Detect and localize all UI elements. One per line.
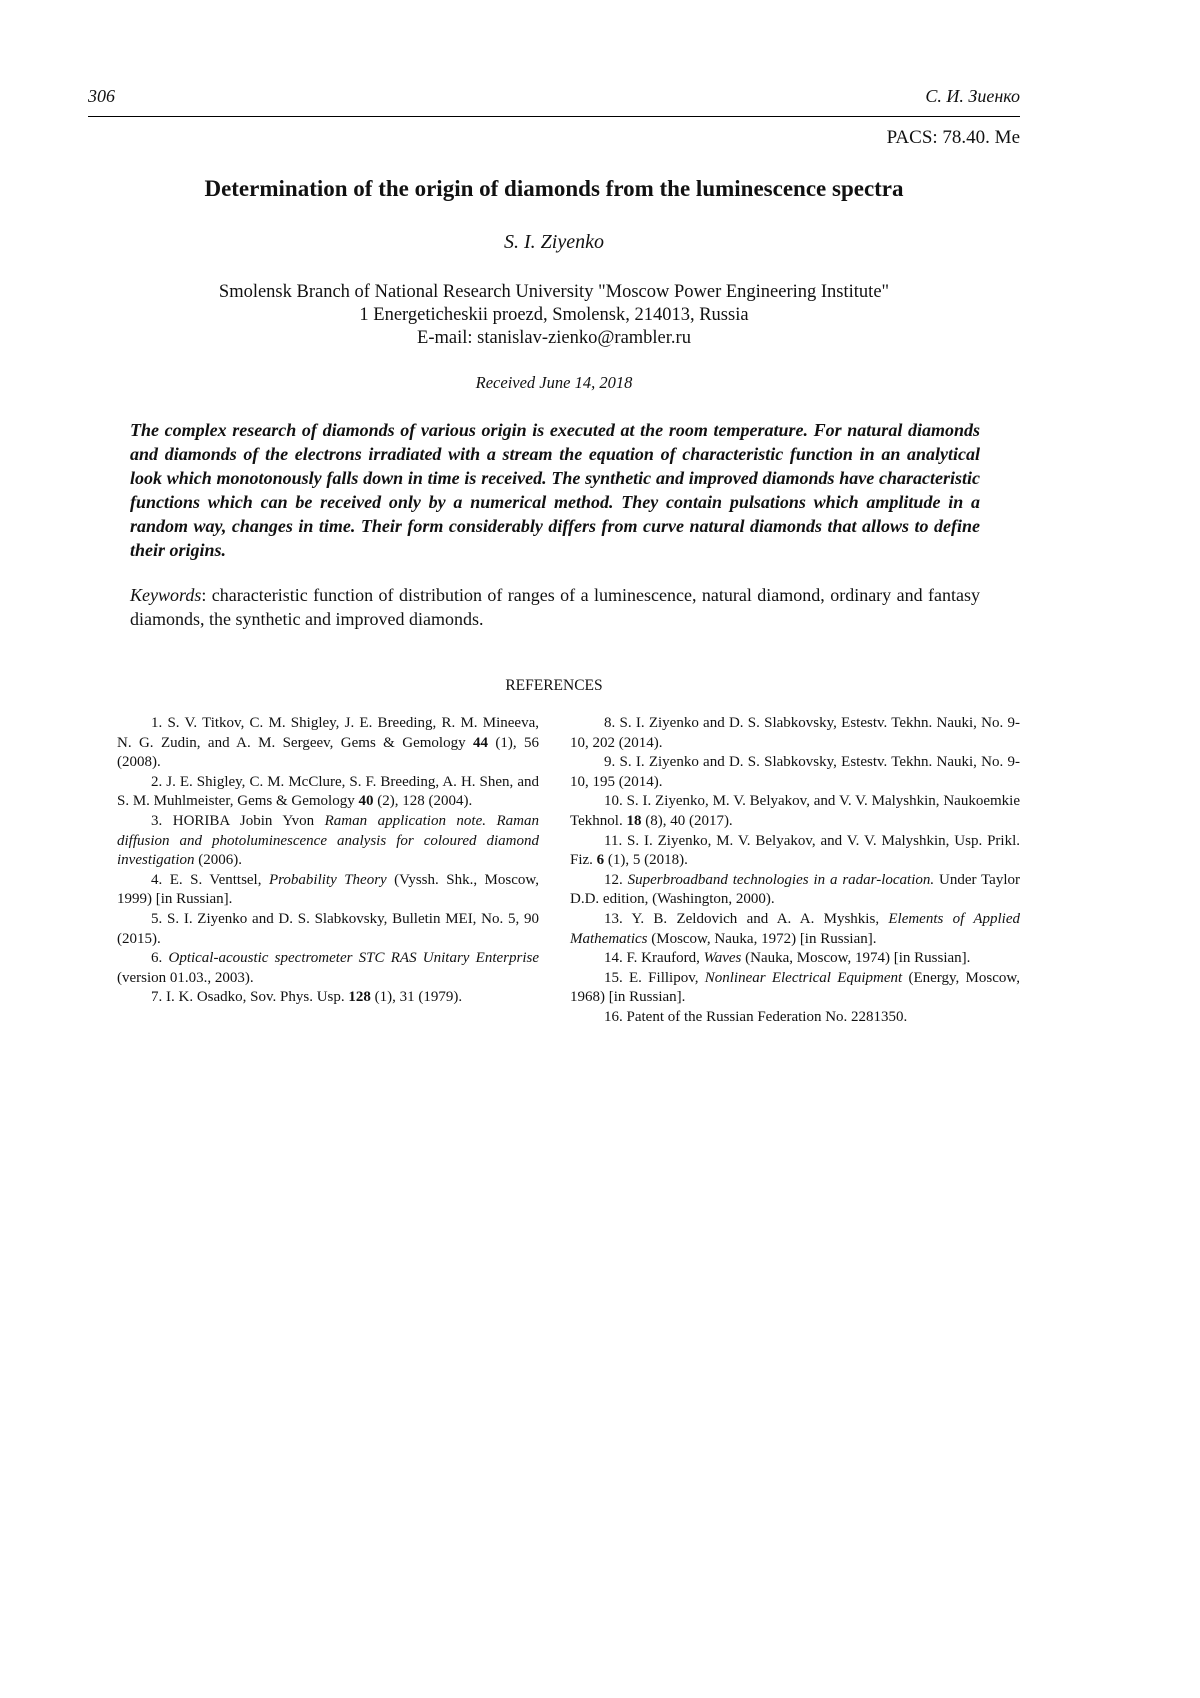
received-date: Received June 14, 2018 (0, 373, 1108, 393)
references-heading: REFERENCES (0, 677, 1108, 695)
reference-text: Superbroadband technologies in a radar-location. (628, 872, 935, 888)
reference-text: Optical-acoustic spectrometer STC RAS Unitary Enterprise (168, 950, 539, 966)
reference-text: (version 01.03., 2003). (117, 970, 254, 986)
reference-text: (8), 40 (2017). (641, 813, 732, 829)
reference-text: (Energy, Moscow, 1968) [in Russian]. (570, 970, 1020, 1006)
keywords (130, 583, 980, 631)
reference-text: Waves (704, 950, 742, 966)
author: S. I. Ziyenko (0, 231, 1108, 254)
reference-text: Elements of Applied Mathematics (570, 911, 1020, 947)
reference-item (570, 792, 1020, 831)
affiliation-email: E-mail: stanislav-zienko@rambler.ru (0, 327, 1108, 350)
reference-item (117, 988, 539, 1008)
reference-text: Probability Theory (269, 872, 387, 888)
paper-title: Determination of the origin of diamonds from the luminescence spectra (0, 176, 1108, 202)
keywords-label: Keywords (130, 585, 201, 605)
reference-text: 3. HORIBA Jobin Yvon (151, 813, 325, 829)
keywords-text: : characteristic function of distribution of ranges of a luminescence, natural diamond, ordinary and fantasy diamonds, the synthetic and improved diamonds. (130, 585, 980, 629)
reference-item (570, 753, 1020, 792)
reference-text: 5. S. I. Ziyenko and D. S. Slabkovsky, Bulletin MEI, No. 5, 90 (2015). (117, 911, 539, 947)
reference-item (117, 714, 539, 773)
reference-text: 10. S. I. Ziyenko, M. V. Belyakov, and V. V. Malyshkin, Naukoemkie Tekhnol. (570, 793, 1020, 829)
reference-text: (Nauka, Moscow, 1974) [in Russian]. (741, 950, 970, 966)
reference-item (570, 832, 1020, 871)
reference-item (570, 969, 1020, 1008)
reference-text: 14. F. Krauford, (604, 950, 704, 966)
reference-text: (Vyssh. Shk., Moscow, 1999) [in Russian]. (117, 872, 539, 908)
reference-text: 1. S. V. Titkov, C. M. Shigley, J. E. Breeding, R. M. Mineeva, N. G. Zudin, and A. M. Sergeev, Gems & Gemology (117, 715, 539, 751)
affiliation-address: 1 Energeticheskii proezd, Smolensk, 214013, Russia (0, 304, 1108, 327)
reference-text: 6 (597, 852, 605, 868)
references-column-left (117, 714, 539, 1008)
reference-text: 13. Y. B. Zeldovich and A. A. Myshkis, (604, 911, 888, 927)
reference-text: 40 (358, 793, 373, 809)
reference-text: 6. (151, 950, 168, 966)
reference-text: 12. (604, 872, 628, 888)
reference-text: 44 (473, 735, 488, 751)
reference-item (570, 871, 1020, 910)
reference-text: (Moscow, Nauka, 1972) [in Russian]. (647, 931, 876, 947)
running-author: С. И. Зиенко (925, 86, 1020, 107)
running-header (88, 84, 1020, 117)
reference-text: Raman application note. Raman diffusion and photoluminescence analysis for coloured diamond investigation (117, 813, 539, 868)
reference-text: 7. I. K. Osadko, Sov. Phys. Usp. (151, 989, 348, 1005)
reference-text: Under Taylor D.D. edition, (Washington, 2000). (570, 872, 1020, 908)
reference-item (570, 1008, 1020, 1028)
reference-text: Nonlinear Electrical Equipment (705, 970, 902, 986)
reference-text: (1), 56 (2008). (117, 735, 539, 771)
reference-text: (2006). (195, 852, 243, 868)
reference-item (117, 910, 539, 949)
reference-item (117, 773, 539, 812)
references-column-right (570, 714, 1020, 1028)
reference-item (570, 949, 1020, 969)
reference-item (570, 714, 1020, 753)
reference-item (570, 910, 1020, 949)
reference-text: 9. S. I. Ziyenko and D. S. Slabkovsky, Estestv. Tekhn. Nauki, No. 9-10, 195 (2014). (570, 754, 1020, 790)
reference-text: 16. Patent of the Russian Federation No. 2281350. (604, 1009, 907, 1025)
abstract: The complex research of diamonds of various origin is executed at the room temperature. For natural diamonds and diamonds of the electrons irradiated with a stream the equation of characteristic function in an analytical look which monotonously falls down in time is received. The synthetic and improved diamonds have characteristic functions which can be received only by a numerical method. They contain pulsations which amplitude in a random way, changes in time. Their form considerably differs from curve natural diamonds that allows to define their origins. (130, 418, 980, 562)
reference-text: 8. S. I. Ziyenko and D. S. Slabkovsky, Estestv. Tekhn. Nauki, No. 9-10, 202 (2014). (570, 715, 1020, 751)
reference-text: 15. E. Fillipov, (604, 970, 705, 986)
page-number: 306 (88, 86, 115, 107)
reference-item (117, 812, 539, 871)
reference-text: 128 (348, 989, 371, 1005)
reference-text: (1), 5 (2018). (604, 852, 688, 868)
reference-text: (1), 31 (1979). (371, 989, 462, 1005)
reference-item (117, 949, 539, 988)
affiliation-institution: Smolensk Branch of National Research University "Moscow Power Engineering Institute" (0, 281, 1108, 304)
reference-text: 18 (626, 813, 641, 829)
reference-text: (2), 128 (2004). (373, 793, 472, 809)
affiliation (0, 281, 1108, 350)
reference-text: 2. J. E. Shigley, C. M. McClure, S. F. Breeding, A. H. Shen, and S. M. Muhlmeister, Gems & Gemology (117, 774, 539, 810)
pacs-code: PACS: 78.40. Me (887, 127, 1020, 149)
reference-text: 11. S. I. Ziyenko, M. V. Belyakov, and V. V. Malyshkin, Usp. Prikl. Fiz. (570, 833, 1020, 869)
reference-item (117, 871, 539, 910)
reference-text: 4. E. S. Venttsel, (151, 872, 269, 888)
